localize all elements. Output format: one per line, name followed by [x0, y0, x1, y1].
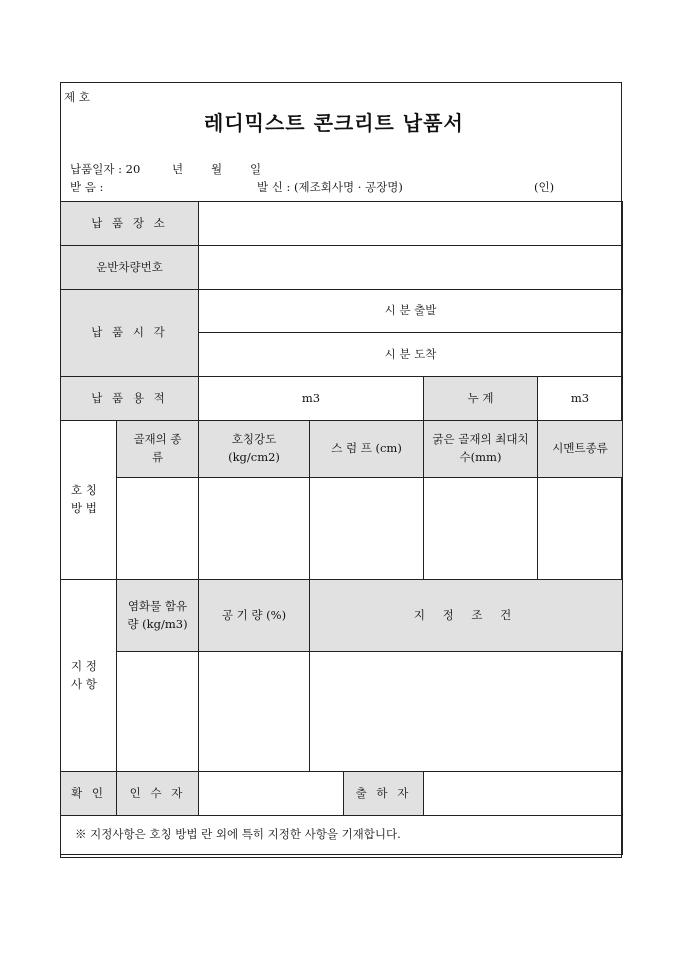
shipper-sign-label: 출 하 자: [344, 772, 424, 816]
vehicle-number-label: 운반차량번호: [61, 246, 199, 290]
chloride-value[interactable]: [117, 652, 199, 772]
nominal-section-label: 호 칭 방 법: [61, 421, 117, 580]
cumulative-value[interactable]: m3: [538, 377, 623, 421]
delivery-table: [60, 201, 623, 855]
cumulative-label: 누 계: [424, 377, 538, 421]
delivery-place-value[interactable]: [199, 202, 623, 246]
air-content-header: 공 기 량 (%): [199, 580, 310, 652]
max-aggregate-size-value[interactable]: [424, 478, 538, 580]
slump-header: 스 럼 프 (cm): [310, 421, 424, 478]
shipper-sign-value[interactable]: [424, 772, 623, 816]
aggregate-type-value[interactable]: [117, 478, 199, 580]
footnote: ※ 지정사항은 호칭 방법 란 외에 특히 지정한 사항을 기재합니다.: [61, 816, 623, 855]
delivery-time-label: 납 품 시 각: [61, 290, 199, 377]
day-label: 일: [250, 162, 262, 176]
conditions-value[interactable]: [310, 652, 623, 772]
document-number-label: 제 호: [64, 90, 90, 104]
page-title: 레디믹스트 콘크리트 납품서: [204, 111, 464, 135]
strength-value[interactable]: [199, 478, 310, 580]
cement-type-value[interactable]: [538, 478, 623, 580]
aggregate-type-header: 골재의 종 류: [117, 421, 199, 478]
delivery-volume-value[interactable]: m3: [199, 377, 424, 421]
spec-section-label: 지 정 사 항: [61, 580, 117, 772]
delivery-place-label: 납 품 장 소: [61, 202, 199, 246]
conditions-header: 지 정 조 건: [310, 580, 623, 652]
cement-type-header: 시멘트종류: [538, 421, 623, 478]
confirm-label: 확 인: [61, 772, 117, 816]
arrival-time[interactable]: 시 분 도착: [199, 333, 623, 377]
seal-label: (인): [534, 180, 555, 194]
form-header: [61, 83, 621, 203]
year-label: 년: [172, 162, 184, 176]
delivery-volume-label: 납 품 용 적: [61, 377, 199, 421]
chloride-header: 염화물 함유량 (kg/m3): [117, 580, 199, 652]
receiver-label: 받 음 :: [70, 180, 104, 194]
delivery-form: [60, 82, 622, 858]
air-content-value[interactable]: [199, 652, 310, 772]
strength-header: 호칭강도 (kg/cm2): [199, 421, 310, 478]
month-label: 월: [211, 162, 223, 176]
slump-value[interactable]: [310, 478, 424, 580]
delivery-date-label: 납품일자 : 20: [70, 162, 141, 176]
departure-time[interactable]: 시 분 출발: [199, 290, 623, 333]
vehicle-number-value[interactable]: [199, 246, 623, 290]
sender-label: 발 신 : (제조회사명 · 공장명): [257, 180, 403, 194]
receiver-sign-label: 인 수 자: [117, 772, 199, 816]
max-aggregate-size-header: 굵은 골재의 최대치수(mm): [424, 421, 538, 478]
receiver-sign-value[interactable]: [199, 772, 344, 816]
